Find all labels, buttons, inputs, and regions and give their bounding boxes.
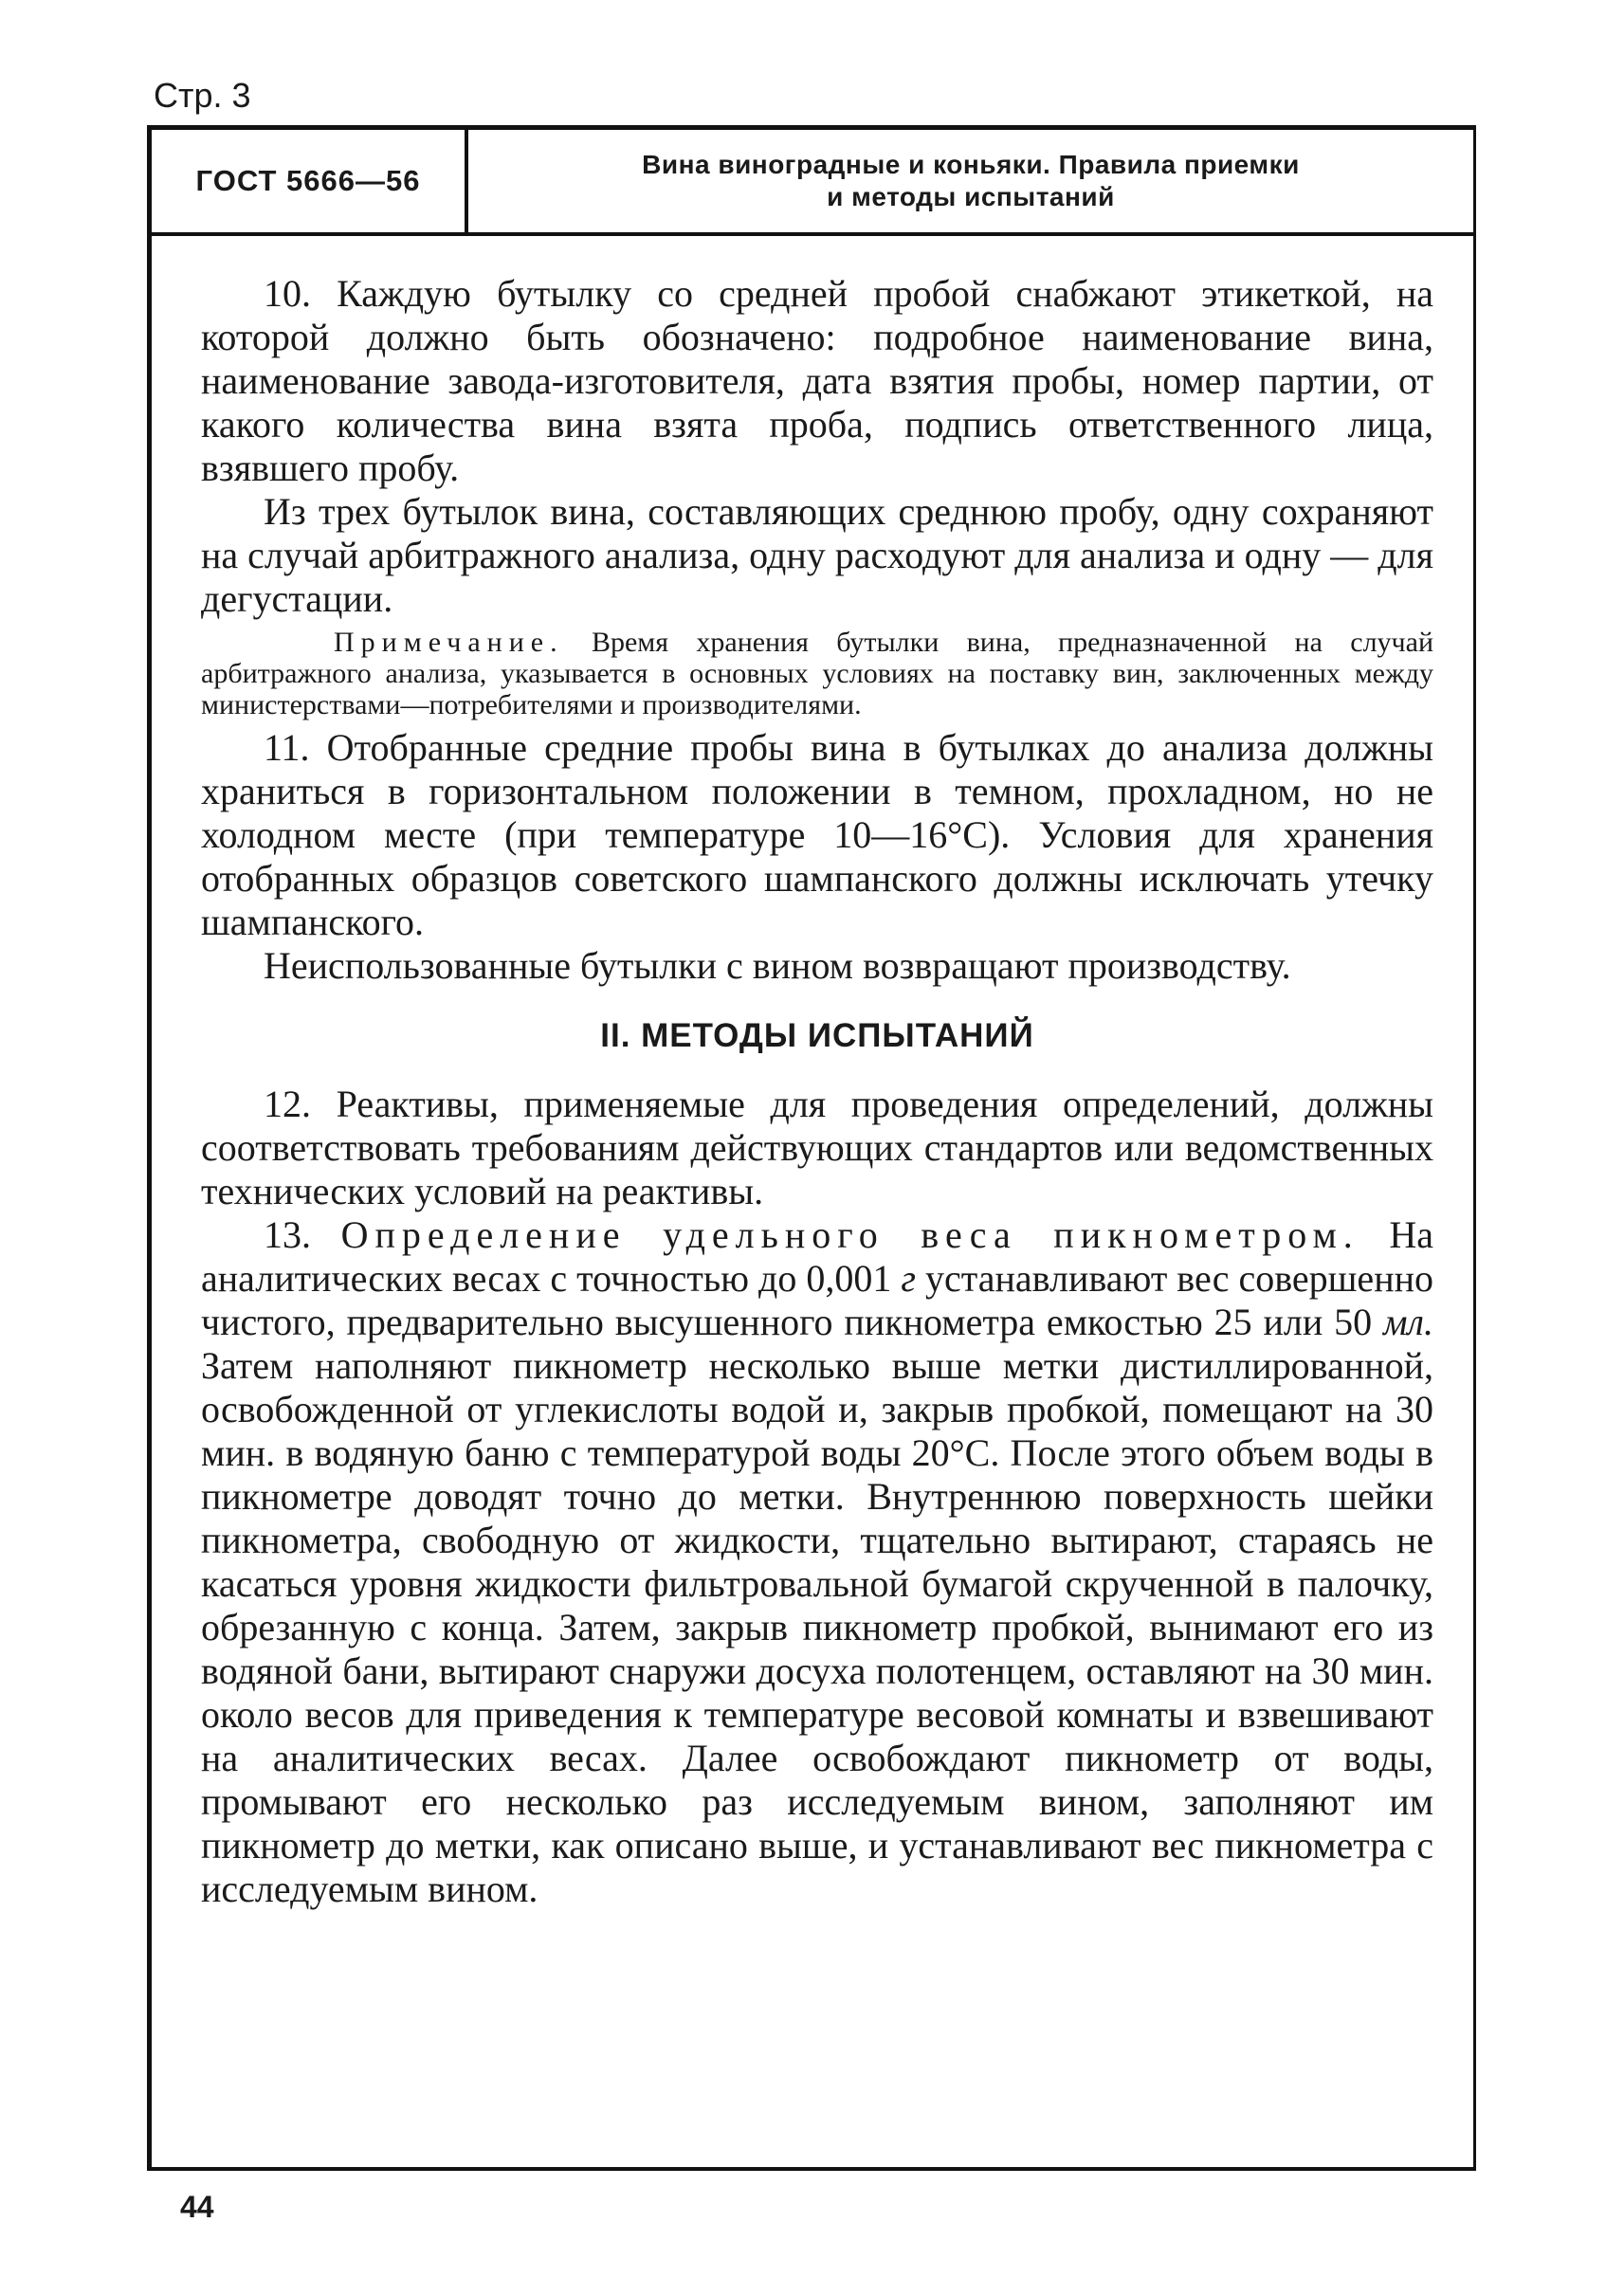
standard-title (468, 130, 1473, 232)
paragraph-11-continuation: Неиспользованные бутылки с вином возвращают производству. (264, 944, 1291, 987)
unit-millilitre: мл. (1383, 1301, 1433, 1343)
paragraph-11: 11. Отобранные средние пробы вина в бутылках до анализа должны храниться в горизонтальном положении в темном, прохладном, но не холодном месте (при температуре 10—16°С). Условия для хранения отобранных образцов советского шампанского должны исключать утечку шампанского. (201, 726, 1433, 943)
paragraph-13-number: 13. (264, 1213, 341, 1256)
note (201, 627, 1433, 720)
unit-gram: г (901, 1257, 916, 1300)
standard-number: ГОСТ 5666—56 (195, 164, 421, 197)
document-body (201, 272, 1433, 1911)
standard-header (152, 130, 1473, 236)
note-text: Время хранения бутылки вина, предназначенной на случай арбитражного анализа, указывается в основных условиях на поставку вин, заключенных между министерствами—потребителями и производителями. (201, 627, 1433, 720)
paragraph-10: 10. Каждую бутылку со средней пробой снабжают этикеткой, на которой должно быть обозначено: подробное наименование вина, наименование завода-изготовителя, дата взятия пробы, номер партии, от какого количества вина взята проба, подпись ответственного лица, взявшего пробу. (201, 272, 1433, 489)
note-label: Примечание. (334, 627, 564, 658)
paragraph-13-text-b: устанавливают вес совершенно чистого, предварительно высушенного пикнометра емкостью 25 или 50 (201, 1257, 1434, 1343)
page-label: Стр. 3 (154, 76, 251, 115)
paragraph-13-text-a: На аналитических весах с точностью до 0,001 (201, 1213, 1433, 1300)
paragraph-12: 12. Реактивы, применяемые для проведения определений, должны соответствовать требованиям действующих стандартов или ведомственных технических условий на реактивы. (201, 1083, 1433, 1212)
section-heading: II. МЕТОДЫ ИСПЫТАНИЙ (600, 1017, 1034, 1054)
standard-title-line-1: Вина виноградные и коньяки. Правила приемки (642, 150, 1300, 179)
paragraph-13-text-c: Затем наполняют пикнометр несколько выше метки дистиллированной, освобожденной от углекислоты водой и, закрыв пробкой, помещают на 30 мин. в водяную баню с температурой воды 20°С. После этого объем воды в пикнометре доводят точно до метки. Внутреннюю поверхность шейки пикнометра, свободную от жидкости, тщательно вытирают, стараясь не касаться уровня жидкости фильтровальной бумагой скрученной в палочку, обрезанную с конца. Затем, закрыв пикнометр пробкой, вынимают его из водяной бани, вытирают снаружи досуха полотенцем, оставляют на 30 мин. около весов для приведения к температуре весовой комнаты и взвешивают на аналитических весах. Далее освобождают пикнометр от воды, промывают его несколько раз исследуемым вином, заполняют им пикнометр до метки, как описано выше, и устанавливают вес пикнометра с исследуемым вином. (201, 1344, 1433, 1910)
paragraph-13 (201, 1213, 1433, 1911)
paragraph-10-continuation: Из трех бутылок вина, составляющих среднюю пробу, одну сохраняют на случай арбитражного анализа, одну расходуют для анализа и одну — для дегустации. (201, 490, 1433, 620)
page-frame (147, 125, 1476, 2171)
standard-title-line-2: и методы испытаний (827, 182, 1115, 211)
paragraph-13-title: Определение удельного веса пикнометром. (340, 1213, 1359, 1256)
page-number: 44 (180, 2190, 214, 2224)
